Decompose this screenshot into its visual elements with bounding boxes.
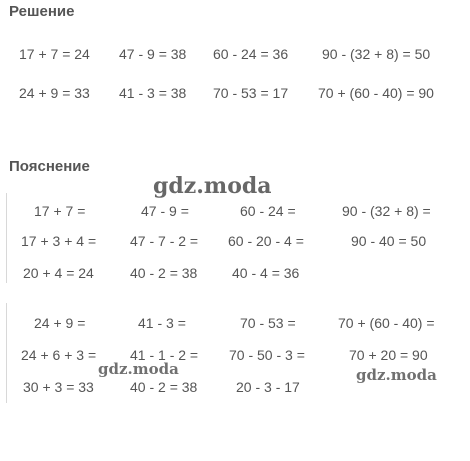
- explanation-expr: 90 - 40 = 50: [351, 233, 427, 249]
- solution-heading: Решение: [9, 3, 75, 20]
- explanation-expr: 30 + 3 = 33: [23, 379, 94, 395]
- solution-expr: 24 + 9 = 33: [19, 85, 90, 101]
- explanation-divider: [6, 303, 7, 403]
- explanation-expr: 90 - (32 + 8) =: [342, 203, 431, 219]
- solution-expr: 70 + (60 - 40) = 90: [318, 85, 434, 101]
- explanation-expr: 20 - 3 - 17: [236, 379, 300, 395]
- explanation-expr: 24 + 9 =: [34, 315, 86, 331]
- explanation-expr: 17 + 7 =: [34, 203, 86, 219]
- explanation-heading: Пояснение: [9, 158, 90, 175]
- explanation-expr: 41 - 1 - 2 =: [130, 347, 199, 363]
- explanation-expr: 60 - 20 - 4 =: [228, 233, 304, 249]
- explanation-expr: 40 - 2 = 38: [130, 379, 198, 395]
- solution-expr: 17 + 7 = 24: [19, 46, 90, 62]
- explanation-expr: 40 - 2 = 38: [130, 265, 198, 281]
- explanation-expr: 20 + 4 = 24: [23, 265, 94, 281]
- watermark: gdz.moda: [98, 360, 179, 378]
- explanation-divider: [6, 193, 7, 283]
- explanation-expr: 60 - 24 =: [240, 203, 296, 219]
- solution-expr: 60 - 24 = 36: [213, 46, 289, 62]
- explanation-expr: 70 + (60 - 40) =: [338, 315, 435, 331]
- explanation-expr: 40 - 4 = 36: [232, 265, 300, 281]
- explanation-expr: 47 - 7 - 2 =: [130, 233, 199, 249]
- solution-expr: 41 - 3 = 38: [119, 85, 187, 101]
- solution-expr: 90 - (32 + 8) = 50: [322, 46, 431, 62]
- solution-expr: 47 - 9 = 38: [119, 46, 187, 62]
- watermark: gdz.moda: [153, 173, 272, 199]
- explanation-expr: 47 - 9 =: [141, 203, 189, 219]
- solution-expr: 70 - 53 = 17: [213, 85, 289, 101]
- explanation-expr: 70 - 53 =: [240, 315, 296, 331]
- explanation-expr: 41 - 3 =: [138, 315, 186, 331]
- watermark: gdz.moda: [356, 366, 437, 384]
- explanation-expr: 24 + 6 + 3 =: [21, 347, 97, 363]
- explanation-expr: 70 - 50 - 3 =: [229, 347, 305, 363]
- explanation-expr: 70 + 20 = 90: [349, 347, 428, 363]
- explanation-expr: 17 + 3 + 4 =: [21, 233, 97, 249]
